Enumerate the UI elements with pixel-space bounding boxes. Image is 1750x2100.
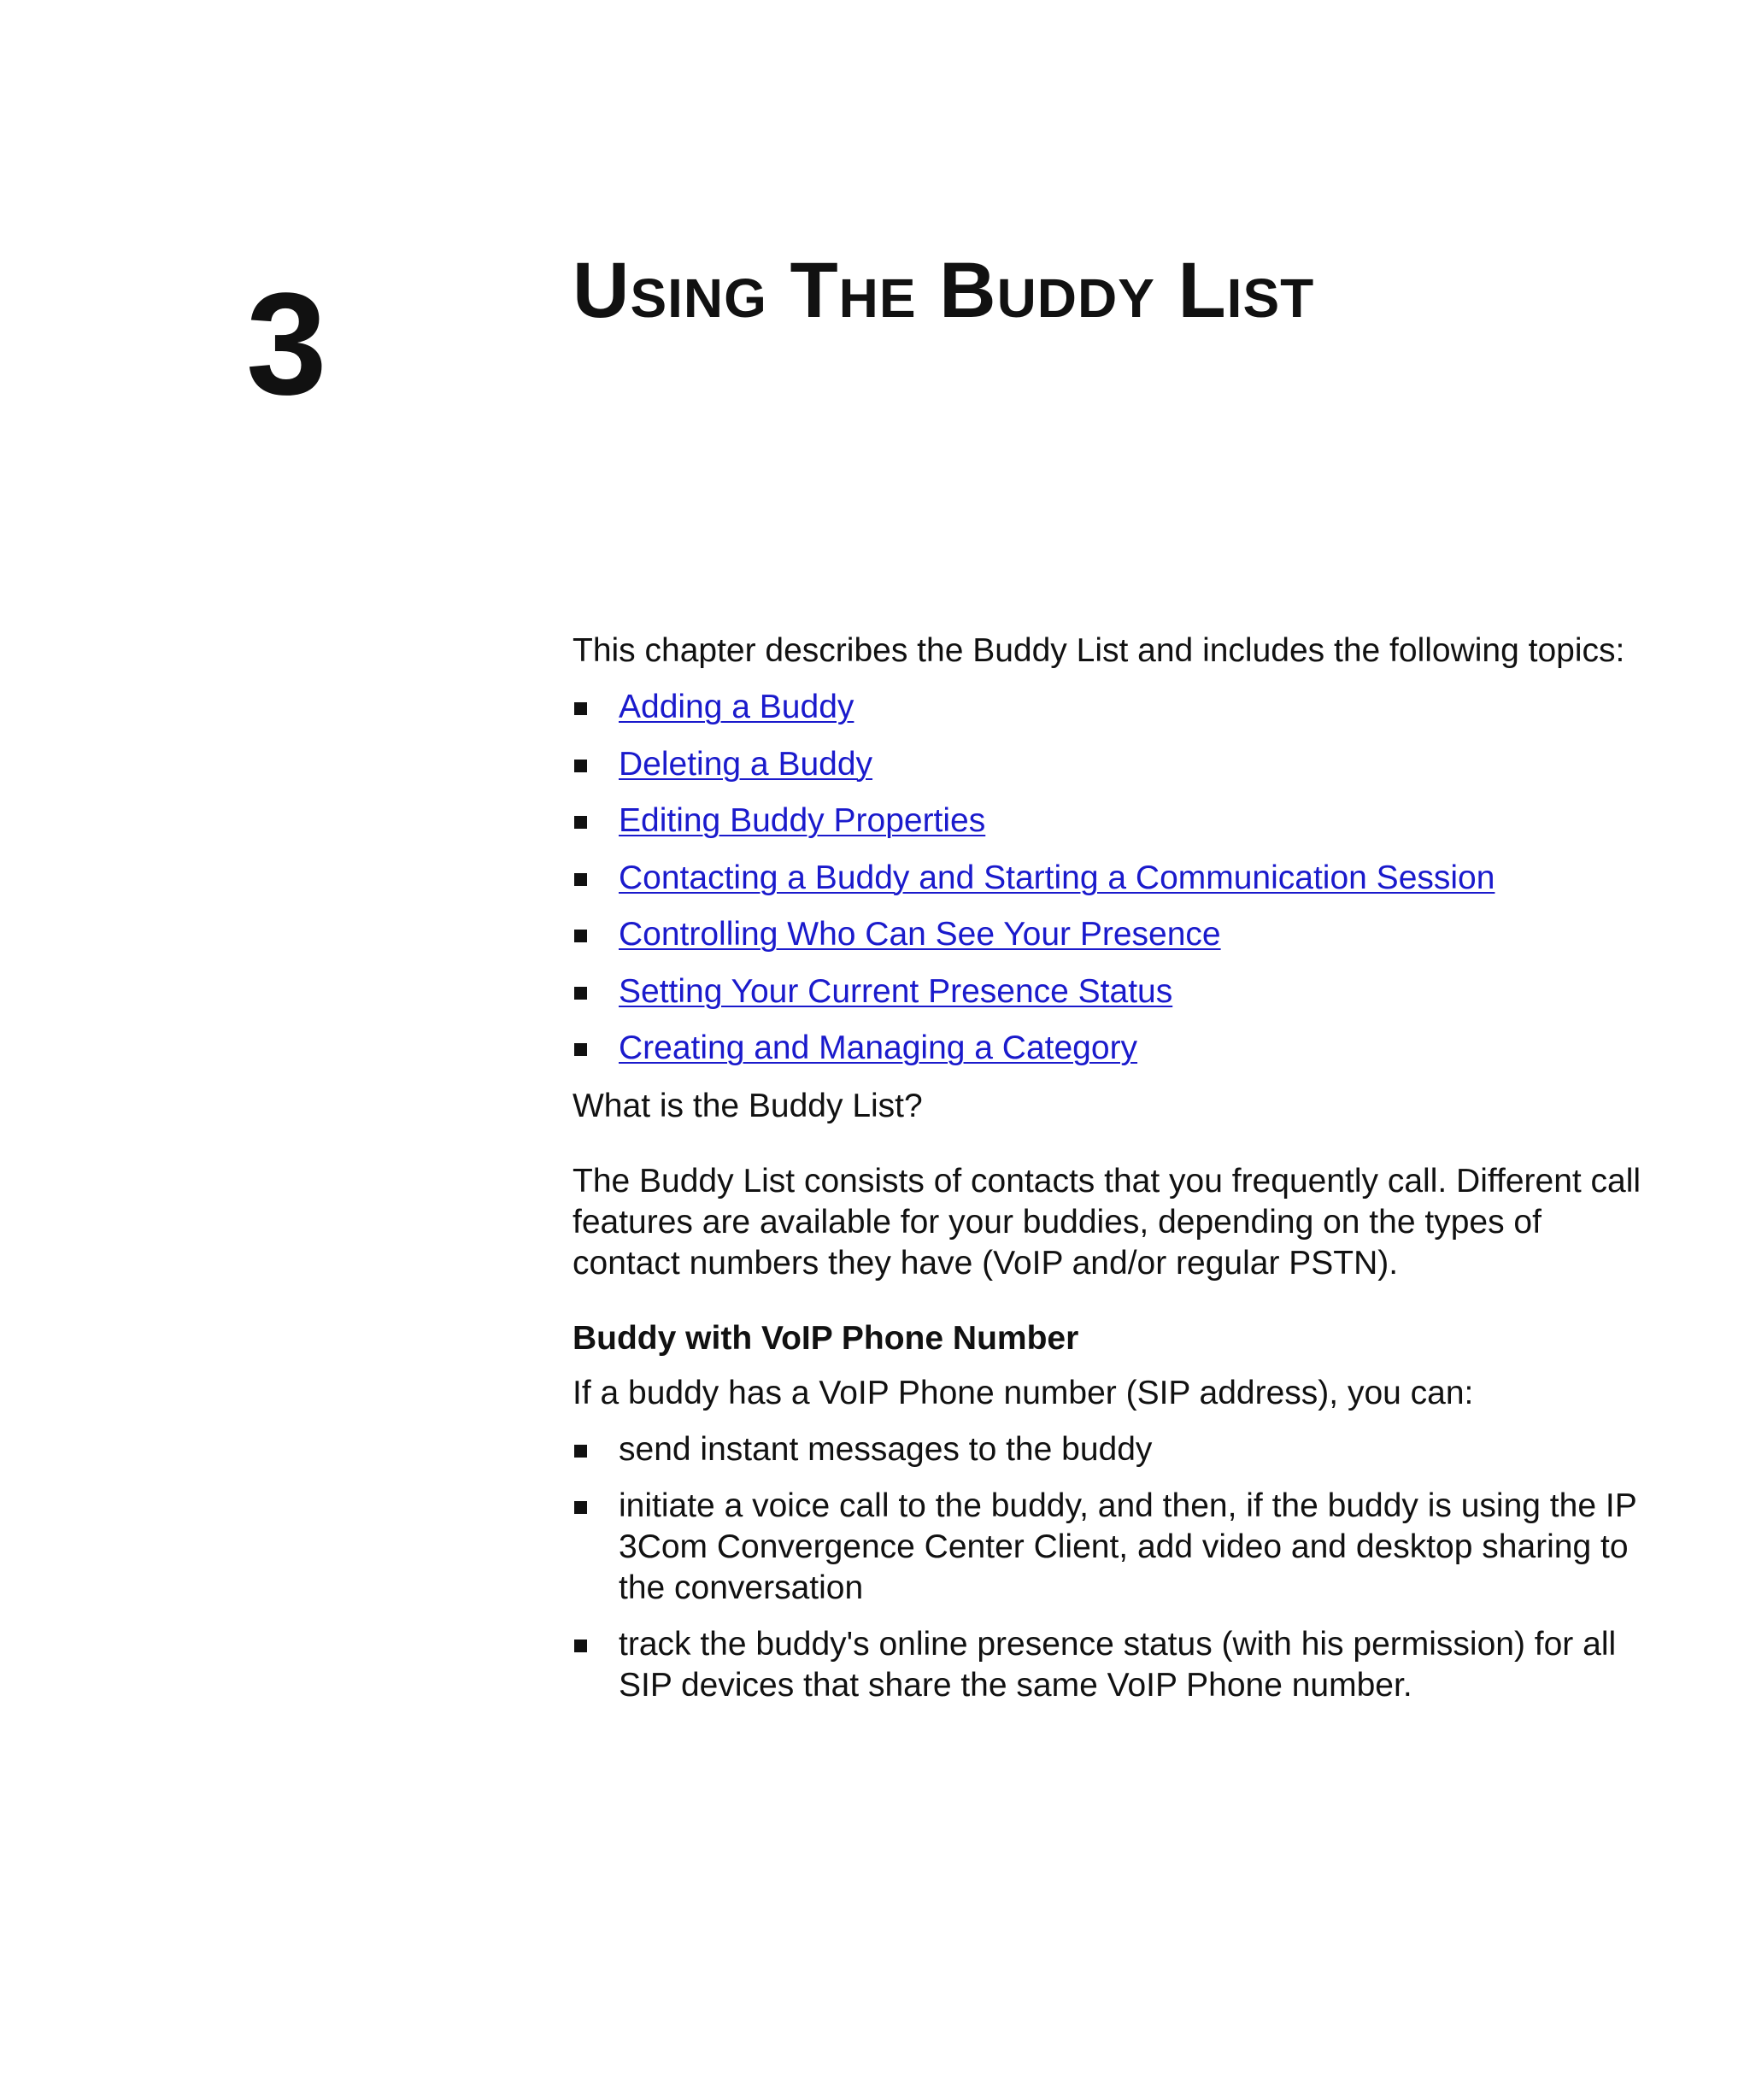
intro-text: This chapter describes the Buddy List and includes the following topics: <box>573 632 1625 669</box>
buddy-list-description: The Buddy List consists of contacts that you frequently call. Different call features are available for your buddies, depending on the types of contact numbers they have (VoIP and/or regular PSTN). <box>573 1163 1641 1282</box>
voip-section-lead: If a buddy has a VoIP Phone number (SIP address), you can: <box>573 1375 1474 1411</box>
chapter-content <box>573 631 1658 1722</box>
voip-section-heading: Buddy with VoIP Phone Number <box>573 1320 1079 1357</box>
section-question: What is the Buddy List? <box>573 1088 923 1124</box>
list-item <box>573 687 1658 728</box>
topic-link-controlling-presence[interactable]: Controlling Who Can See Your Presence <box>619 916 1221 953</box>
square-bullet-icon <box>574 760 587 772</box>
topic-link-editing-buddy-properties[interactable]: Editing Buddy Properties <box>619 802 986 839</box>
topic-link-creating-category[interactable]: Creating and Managing a Category <box>619 1029 1138 1066</box>
square-bullet-icon <box>574 1501 587 1514</box>
square-bullet-icon <box>574 930 587 942</box>
list-item <box>573 801 1658 842</box>
list-item <box>573 1028 1658 1069</box>
list-item <box>573 971 1658 1012</box>
capability-text: send instant messages to the buddy <box>619 1431 1153 1468</box>
list-item <box>573 1486 1658 1609</box>
list-item <box>573 858 1658 899</box>
chapter-title: Using The Buddy List <box>573 247 1315 334</box>
topic-link-adding-a-buddy[interactable]: Adding a Buddy <box>619 689 854 725</box>
capability-text: initiate a voice call to the buddy, and then, if the buddy is using the IP 3Com Convergence Center Client, add video and desktop sharing to the conversation <box>619 1487 1637 1606</box>
list-item <box>573 914 1658 955</box>
topic-link-setting-presence-status[interactable]: Setting Your Current Presence Status <box>619 972 1173 1010</box>
square-bullet-icon <box>574 1445 587 1458</box>
capability-text: track the buddy's online presence status (with his permission) for all SIP devices that share the same VoIP Phone number. <box>619 1626 1617 1704</box>
square-bullet-icon <box>574 816 587 829</box>
square-bullet-icon <box>574 987 587 1000</box>
voip-capability-list <box>573 1429 1658 1706</box>
square-bullet-icon <box>574 1640 587 1652</box>
topic-link-deleting-a-buddy[interactable]: Deleting a Buddy <box>619 745 873 783</box>
list-item <box>573 1429 1658 1470</box>
square-bullet-icon <box>574 1043 587 1056</box>
list-item <box>573 744 1658 785</box>
square-bullet-icon <box>574 873 587 886</box>
topic-link-contacting-a-buddy[interactable]: Contacting a Buddy and Starting a Communication Session <box>619 859 1495 896</box>
chapter-number: 3 <box>246 263 327 425</box>
square-bullet-icon <box>574 702 587 715</box>
list-item <box>573 1624 1658 1706</box>
topic-list <box>573 687 1658 1069</box>
